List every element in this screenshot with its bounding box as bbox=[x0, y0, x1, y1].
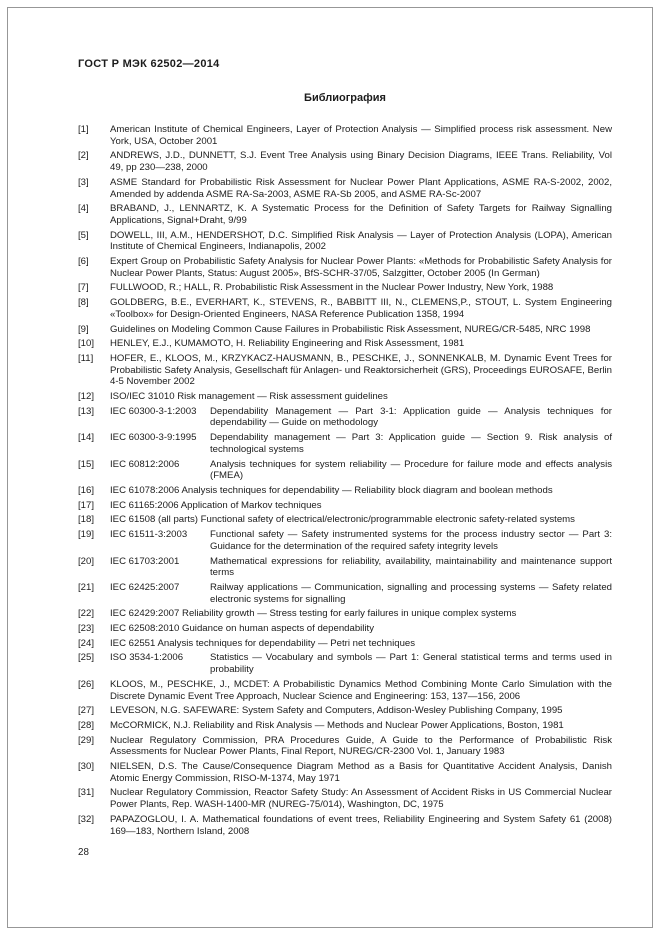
reference-number: [20] bbox=[78, 555, 95, 567]
reference-text: IEC 61165:2006 Application of Markov techniques bbox=[110, 499, 322, 511]
reference-item bbox=[78, 297, 612, 320]
reference-label: IEC 60812:2006 bbox=[110, 458, 180, 470]
reference-text: Dependability Management — Part 3-1: Application guide — Analysis techniques for dependability — Guide on methodology bbox=[210, 405, 612, 429]
reference-item bbox=[78, 556, 612, 579]
reference-text: DOWELL, III, A.M., HENDERSHOT, D.C. Simplified Risk Analysis — Layer of Protection Analysis (LOPA), American Institute of Chemical Engineers, Indianapolis, 2002 bbox=[110, 229, 612, 253]
reference-number: [10] bbox=[78, 338, 95, 350]
reference-text: ANDREWS, J.D., DUNNETT, S.J. Event Tree Analysis using Binary Decision Diagrams, IEEE Trans. Reliability, Vol 49, pp 230—238, 2000 bbox=[110, 150, 612, 174]
reference-label: IEC 60300-3-1:2003 bbox=[110, 405, 197, 417]
reference-text: Nuclear Regulatory Commission, Reactor Safety Study: An Assessment of Accident Risks in US Commercial Nuclear Power Plants, Rep. WASH-1400-MR (NUREG-75/014), Washington, DC, 1975 bbox=[110, 787, 612, 811]
reference-text: Nuclear Regulatory Commission, PRA Procedures Guide, A Guide to the Performance of Probabilistic Risk Assessments for Nuclear Power Plants, Final Report, NUREG/CR-2300 Vol. 1, January 1983 bbox=[110, 734, 612, 758]
reference-item bbox=[78, 652, 612, 675]
reference-item bbox=[78, 485, 612, 497]
reference-item bbox=[78, 814, 612, 837]
reference-label: IEC 62425:2007 bbox=[110, 581, 180, 593]
reference-number: [26] bbox=[78, 678, 95, 690]
reference-text: ASME Standard for Probabilistic Risk Assessment for Nuclear Power Plant Applications, ASME RA-S-2002, 2002, Amended by addenda ASME RA-Sa-2003, ASME RA-Sb 2005, and ASME RA-Sc-2007 bbox=[110, 176, 612, 200]
reference-text: IEC 61078:2006 Analysis techniques for dependability — Reliability block diagram and boolean methods bbox=[110, 484, 553, 496]
document-header: ГОСТ Р МЭК 62502—2014 bbox=[78, 58, 220, 70]
reference-text: HENLEY, E.J., KUMAMOTO, H. Reliability Engineering and Risk Assessment, 1981 bbox=[110, 338, 465, 350]
reference-item bbox=[78, 124, 612, 147]
reference-item bbox=[78, 256, 612, 279]
reference-number: [3] bbox=[78, 176, 89, 188]
reference-number: [13] bbox=[78, 405, 95, 417]
reference-number: [2] bbox=[78, 150, 89, 162]
reference-text: American Institute of Chemical Engineers, Layer of Protection Analysis — Simplified process risk assessment. New York, USA, October 2001 bbox=[110, 124, 612, 147]
reference-item bbox=[78, 203, 612, 226]
reference-text: IEC 62508:2010 Guidance on human aspects of dependability bbox=[110, 623, 375, 635]
reference-item bbox=[78, 230, 612, 253]
reference-item bbox=[78, 459, 612, 482]
reference-number: [11] bbox=[78, 352, 94, 364]
page-content bbox=[78, 0, 612, 858]
reference-text: Dependability management — Part 3: Application guide — Section 9. Risk analysis of technological systems bbox=[210, 432, 612, 455]
reference-item bbox=[78, 500, 612, 512]
page-title: Библиография bbox=[304, 92, 386, 104]
reference-item bbox=[78, 735, 612, 758]
reference-text: Functional safety — Safety instrumented systems for the process industry sector — Part 3: Guidance for the determination of the required safety integrity levels bbox=[210, 529, 612, 552]
reference-number: [16] bbox=[78, 484, 95, 496]
reference-text: LEVESON, N.G. SAFEWARE: System Safety and Computers, Addison-Wesley Publishing Company, 1995 bbox=[110, 705, 563, 717]
reference-text: Expert Group on Probabilistic Safety Analysis for Nuclear Power Plants: «Methods for Probabilistic Safety Analysis for Nuclear Power Plants, Status: August 2005», BfS-SCHR-37/05, Salzgitter, October 2005 (In German) bbox=[110, 256, 612, 279]
reference-item bbox=[78, 529, 612, 552]
reference-number: [30] bbox=[78, 761, 95, 773]
reference-text: McCORMICK, N.J. Reliability and Risk Analysis — Methods and Nuclear Power Applications, Boston, 1981 bbox=[110, 719, 564, 731]
reference-number: [8] bbox=[78, 297, 89, 309]
reference-item bbox=[78, 514, 612, 526]
reference-item bbox=[78, 720, 612, 732]
reference-text: NIELSEN, D.S. The Cause/Consequence Diagram Method as a Basis for Quantitative Accident Analysis, Danish Atomic Energy Commission, RISO-M-1374, May 1971 bbox=[110, 761, 612, 784]
reference-label: IEC 60300-3-9:1995 bbox=[110, 432, 197, 444]
reference-text: Statistics — Vocabulary and symbols — Part 1: General statistical terms and terms used in probability bbox=[210, 652, 612, 676]
reference-list bbox=[78, 124, 612, 837]
reference-number: [17] bbox=[78, 499, 95, 511]
reference-item bbox=[78, 623, 612, 635]
reference-item bbox=[78, 282, 612, 294]
reference-number: [21] bbox=[78, 581, 95, 593]
reference-number: [18] bbox=[78, 514, 95, 526]
reference-number: [22] bbox=[78, 608, 95, 620]
reference-text: Guidelines on Modeling Common Cause Failures in Probabilistic Risk Assessment, NUREG/CR-5485, NRC 1998 bbox=[110, 323, 591, 335]
reference-label: IEC 61703:2001 bbox=[110, 555, 180, 567]
reference-item bbox=[78, 177, 612, 200]
reference-text: ISO/IEC 31010 Risk management — Risk assessment guidelines bbox=[110, 391, 388, 403]
reference-number: [29] bbox=[78, 734, 95, 746]
reference-number: [15] bbox=[78, 458, 95, 470]
reference-number: [4] bbox=[78, 203, 89, 215]
reference-item bbox=[78, 705, 612, 717]
reference-text: FULLWOOD, R.; HALL, R. Probabilistic Risk Assessment in the Nuclear Power Industry, New York, 1988 bbox=[110, 282, 554, 294]
reference-item bbox=[78, 150, 612, 173]
reference-item bbox=[78, 787, 612, 810]
page-number: 28 bbox=[78, 847, 89, 859]
reference-number: [25] bbox=[78, 652, 95, 664]
reference-item bbox=[78, 324, 612, 336]
reference-label: IEC 61511-3:2003 bbox=[110, 529, 188, 541]
reference-item bbox=[78, 608, 612, 620]
reference-text: PAPAZOGLOU, I. A. Mathematical foundations of event trees, Reliability Engineering and System Safety 61 (2008) 169—183, Northern Island, 2008 bbox=[110, 813, 612, 837]
reference-text: IEC 61508 (all parts) Functional safety of electrical/electronic/programmable electronic safety-related systems bbox=[110, 514, 575, 526]
reference-text: Mathematical expressions for reliability, availability, maintainability and maintenance support terms bbox=[210, 555, 612, 579]
reference-number: [31] bbox=[78, 787, 95, 799]
reference-text: IEC 62551 Analysis techniques for dependability — Petri net techniques bbox=[110, 637, 416, 649]
reference-number: [9] bbox=[78, 323, 89, 335]
reference-number: [32] bbox=[78, 813, 95, 825]
reference-item bbox=[78, 391, 612, 403]
reference-item bbox=[78, 582, 612, 605]
reference-item bbox=[78, 638, 612, 650]
reference-label: ISO 3534-1:2006 bbox=[110, 652, 184, 664]
reference-item bbox=[78, 353, 612, 388]
reference-number: [6] bbox=[78, 256, 89, 268]
reference-text: Analysis techniques for system reliability — Procedure for failure mode and effects analysis (FMEA) bbox=[210, 458, 612, 482]
reference-text: Railway applications — Communication, signalling and processing systems — Safety related electronic systems for signalling bbox=[210, 581, 612, 605]
reference-number: [23] bbox=[78, 623, 95, 635]
reference-item bbox=[78, 679, 612, 702]
reference-number: [7] bbox=[78, 282, 89, 294]
reference-text: KLOOS, M., PESCHKE, J., MCDET: A Probabilistic Dynamics Method Combining Monte Carlo Simulation with the Discrete Dynamic Event Tree Approach, Nuclear Science and Engineering: 153, 137—156, 2006 bbox=[110, 678, 612, 702]
reference-item bbox=[78, 338, 612, 350]
reference-number: [24] bbox=[78, 637, 95, 649]
reference-item bbox=[78, 761, 612, 784]
reference-number: [14] bbox=[78, 432, 95, 444]
reference-number: [28] bbox=[78, 719, 95, 731]
reference-item bbox=[78, 432, 612, 455]
reference-number: [12] bbox=[78, 391, 95, 403]
reference-item bbox=[78, 406, 612, 429]
reference-number: [19] bbox=[78, 529, 95, 541]
reference-number: [5] bbox=[78, 229, 89, 241]
reference-text: IEC 62429:2007 Reliability growth — Stress testing for early failures in unique complex systems bbox=[110, 608, 517, 620]
reference-text: BRABAND, J., LENNARTZ, K. A Systematic Process for the Definition of Safety Targets for Railway Signalling Applications, Signal+Draht, 9/99 bbox=[110, 203, 612, 226]
reference-text: GOLDBERG, B.E., EVERHART, K., STEVENS, R., BABBITT III, N., CLEMENS,P., STOUT, L. System Engineering «Toolbox» for Design-Oriented Engineers, NASA Reference Publication 1358, 1994 bbox=[110, 297, 612, 320]
reference-number: [27] bbox=[78, 705, 95, 717]
reference-number: [1] bbox=[78, 124, 89, 135]
reference-text: HOFER, E., KLOOS, M., KRZYKACZ-HAUSMANN, B., PESCHKE, J., SONNENKALB, M. Dynamic Event Trees for Probabilistic Safety Analysis, Gesellschaft für Anlagen- und Reaktorsicherheit (GRS), Proceedings EUROSAFE, Berlin 4-5 November 2002 bbox=[110, 352, 612, 388]
